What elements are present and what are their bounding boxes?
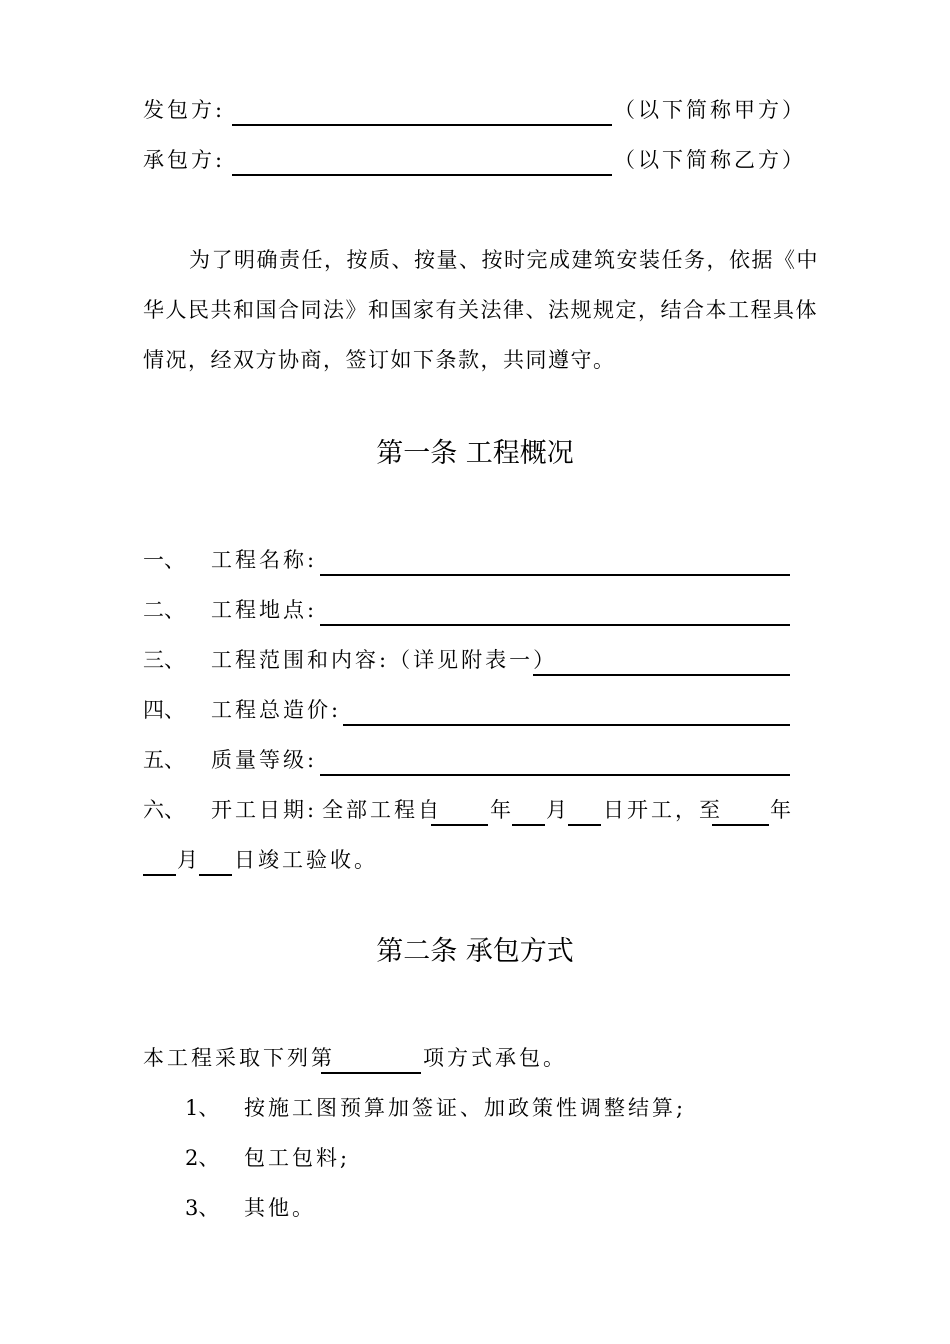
party-a-blank[interactable] <box>232 124 612 126</box>
quality-grade-blank[interactable] <box>320 774 790 776</box>
item-3-num: 三、 <box>143 648 185 672</box>
project-scope-blank[interactable] <box>533 674 790 676</box>
start-day-blank[interactable] <box>568 824 601 826</box>
contract-method-suffix: 项方式承包。 <box>423 1046 567 1070</box>
option-2-text: 包工包料; <box>244 1146 351 1170</box>
end-day-label: 日竣工验收。 <box>234 848 378 872</box>
party-b-blank[interactable] <box>232 174 612 176</box>
contract-method-prefix: 本工程采取下列第 <box>143 1046 335 1070</box>
item-4-label: 工程总造价: <box>211 698 342 722</box>
contract-method-blank[interactable] <box>321 1072 421 1074</box>
start-month-blank[interactable] <box>512 824 545 826</box>
party-b-note: （以下简称乙方） <box>614 148 806 172</box>
end-year-blank[interactable] <box>712 824 769 826</box>
end-year-label: 年 <box>770 798 791 822</box>
party-a-label: 发包方: <box>143 98 226 122</box>
preamble-line-3: 情况，经双方协商，签订如下条款，共同遵守。 <box>143 348 616 372</box>
item-2-num: 二、 <box>143 598 185 622</box>
project-name-blank[interactable] <box>320 574 790 576</box>
party-b-label: 承包方: <box>143 148 226 172</box>
item-1-label: 工程名称: <box>211 548 318 572</box>
party-a-note: （以下简称甲方） <box>614 98 806 122</box>
option-2-num: 2、 <box>185 1146 220 1170</box>
option-1-text: 按施工图预算加签证、加政策性调整结算; <box>244 1096 687 1120</box>
end-day-blank[interactable] <box>199 874 232 876</box>
preamble-line-1: 为了明确责任，按质、按量、按时完成建筑安装任务，依据《中 <box>189 248 819 272</box>
item-5-num: 五、 <box>143 748 185 772</box>
start-year-blank[interactable] <box>431 824 488 826</box>
item-4-num: 四、 <box>143 698 185 722</box>
option-3-num: 3、 <box>185 1196 220 1220</box>
article-2-title: 第二条 承包方式 <box>376 936 574 967</box>
item-2-label: 工程地点: <box>211 598 318 622</box>
option-1-num: 1、 <box>185 1096 220 1120</box>
end-month-blank[interactable] <box>143 874 176 876</box>
item-1-num: 一、 <box>143 548 185 572</box>
item-5-label: 质量等级: <box>211 748 318 772</box>
start-month-label: 月 <box>546 798 567 822</box>
item-6-num: 六、 <box>143 798 185 822</box>
start-year-label: 年 <box>490 798 511 822</box>
end-month-label: 月 <box>177 848 198 872</box>
preamble-line-2: 华人民共和国合同法》和国家有关法律、法规规定，结合本工程具体 <box>143 298 818 322</box>
schedule-prefix: 全部工程自 <box>322 798 442 822</box>
option-3-text: 其他。 <box>244 1196 316 1220</box>
project-location-blank[interactable] <box>320 624 790 626</box>
item-6-label: 开工日期: <box>211 798 318 822</box>
total-cost-blank[interactable] <box>343 724 790 726</box>
article-1-title: 第一条 工程概况 <box>376 438 574 469</box>
item-3-label: 工程范围和内容:（详见附表一） <box>211 648 558 672</box>
start-day-label: 日开工，至 <box>603 798 723 822</box>
